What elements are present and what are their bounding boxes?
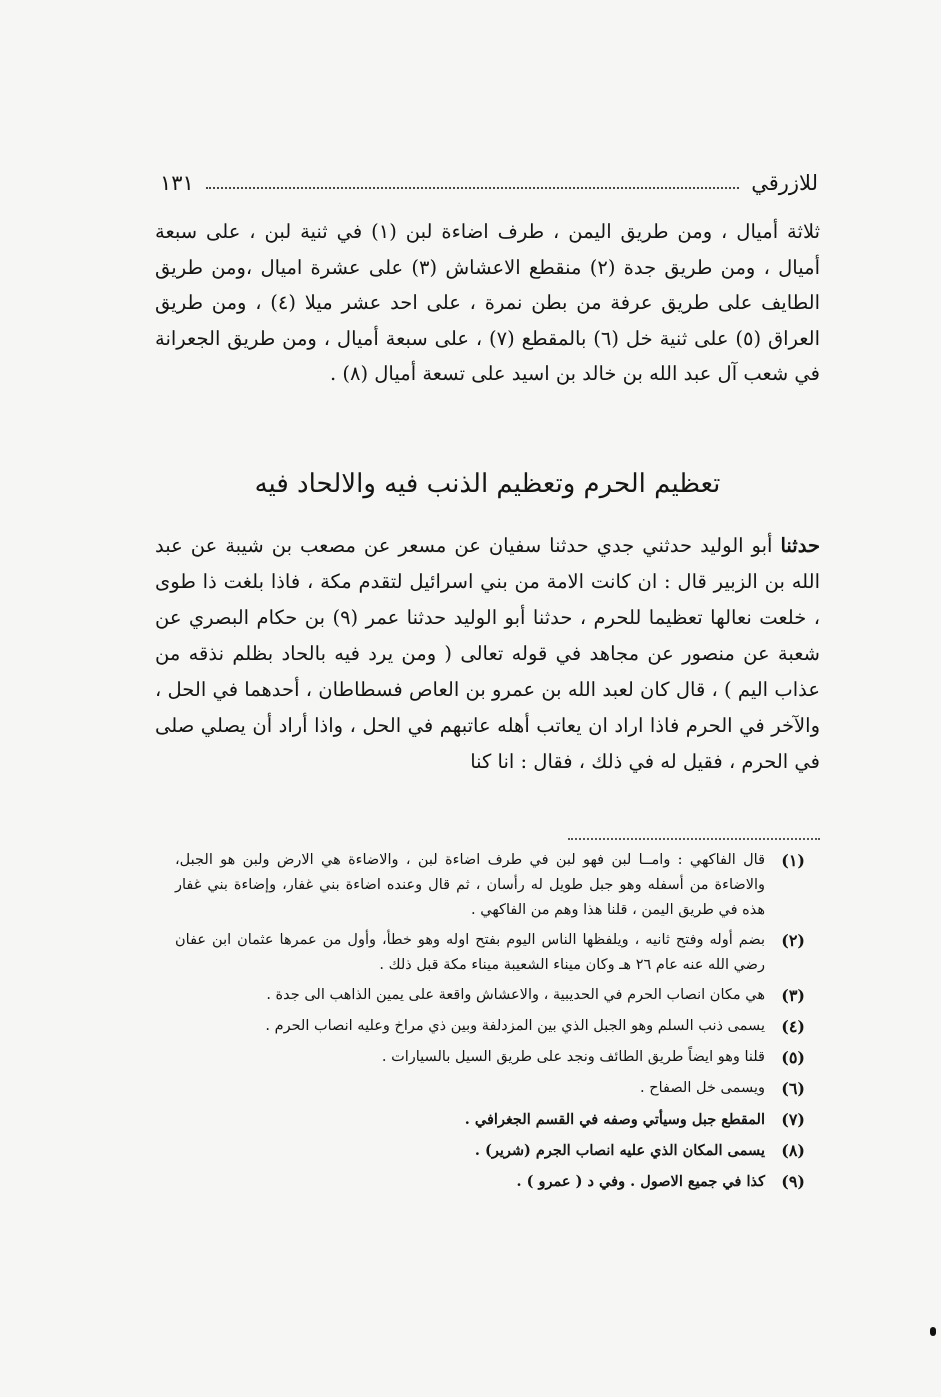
footnote bbox=[175, 1169, 805, 1194]
footnote-text: يسمى المكان الذي عليه انصاب الجرم (شرير) . bbox=[474, 1142, 765, 1159]
footnote bbox=[175, 983, 805, 1008]
footnote bbox=[175, 1014, 805, 1039]
footnote bbox=[175, 1076, 805, 1101]
running-head-title: للازرقي bbox=[751, 171, 818, 195]
footnote bbox=[175, 1107, 805, 1132]
paragraph-body-text: أبو الوليد حدثني جدي حدثنا سفيان عن مسعر عن مصعب بن شيبة عن عبد الله بن الزبير قال : ان كانت الامة من بني اسرائيل لتقدم مكة ، فاذا بلغت ذا طوى ، خلعت نعالها تعظيما للحرم ، حدثنا أبو الوليد حدثنا عمر (٩) بن حكام البصري عن شعبة عن منصور عن مجاهد في قوله تعالى ( ومن يرد فيه بالحاد بظلم نذقه من عذاب اليم ) ، قال كان لعبد الله بن عمرو بن العاص فسطاطان ، أحدهما في الحل ، والآخر في الحرم فاذا اراد ان يعاتب أهله عاتبهم في الحل ، واذا أراد أن يصلي صلى في الحرم ، فقيل له في ذلك ، فقال : انا كنا bbox=[155, 534, 820, 773]
footnote-text: المقطع جبل وسيأتي وصفه في القسم الجغرافي . bbox=[464, 1111, 765, 1128]
footnote-text: كذا في جميع الاصول . وفي د ( عمرو ) . bbox=[516, 1173, 765, 1190]
footnote bbox=[175, 1138, 805, 1163]
footnotes bbox=[175, 848, 805, 1200]
footnote-number: (٩) bbox=[781, 1172, 805, 1191]
footnote-number: (٧) bbox=[781, 1110, 805, 1129]
footnote bbox=[175, 1045, 805, 1070]
footnote-separator bbox=[568, 838, 820, 840]
running-head bbox=[160, 166, 818, 200]
footnote-text: قال الفاكهي : وامــا لبن فهو لبن في طرف اضاءة لبن ، والاضاءة هي الارض ولبن هو الجبل، والاضاءة من أسفله وهو جبل طويل له رأسان ، ثم قال وعنده اضاءة بني غفار، وإضاءة بني غفار هذه في طريق اليمن ، قلنا هذا وهم من الفاكهي . bbox=[175, 852, 765, 918]
footnote-number: (١) bbox=[781, 851, 805, 870]
page-number: ١٣١ bbox=[160, 171, 194, 195]
footnote-number: (٥) bbox=[781, 1048, 805, 1067]
paragraph-hadith bbox=[155, 528, 820, 780]
footnote-number: (٢) bbox=[781, 931, 805, 950]
footnote-text: هي مكان انصاب الحرم في الحديبية ، والاعشاش واقعة على يمين الذاهب الى جدة . bbox=[266, 987, 765, 1003]
footnote bbox=[175, 928, 805, 978]
paragraph-continuation: ثلاثة أميال ، ومن طريق اليمن ، طرف اضاءة لبن (١) في ثنية لبن ، على سبعة أميال ، ومن طريق جدة (٢) منقطع الاعشاش (٣) على عشرة اميال ،ومن طريق الطايف على طريق عرفة من بطن نمرة ، على احد عشر ميلا (٤) ، ومن طريق العراق (٥) على ثنية خل (٦) بالمقطع (٧) ، على سبعة أميال ، ومن طريق الجعرانة في شعب آل عبد الله بن خالد بن اسيد على تسعة أميال (٨) . bbox=[155, 220, 821, 385]
footnote bbox=[175, 848, 805, 923]
footnote-number: (٦) bbox=[781, 1079, 805, 1098]
running-head-dotted-rule bbox=[206, 187, 739, 189]
footnote-number: (٣) bbox=[781, 986, 805, 1005]
footnote-text: بضم أوله وفتح ثانيه ، ويلفظها الناس اليوم بفتح اوله وهو خطأ، وأول من عمرها عثمان ابن عفان رضي الله عنه عام ٢٦ هـ وكان ميناء الشعيبة ميناء مكة قبل ذلك . bbox=[175, 932, 765, 973]
footnote-text: ويسمى خل الصفاح . bbox=[640, 1080, 765, 1096]
margin-ink-mark bbox=[930, 1327, 936, 1336]
paragraph-lead-word: حدثنا bbox=[780, 534, 820, 557]
section-heading: تعظيم الحرم وتعظيم الذنب فيه والالحاد فيه bbox=[254, 469, 721, 499]
footnote-text: يسمى ذنب السلم وهو الجبل الذي بين المزدلفة وبين ذي مراخ وعليه انصاب الحرم . bbox=[265, 1018, 765, 1034]
footnote-number: (٨) bbox=[781, 1141, 805, 1160]
footnote-text: قلنا وهو ايضاً طريق الطائف ونجد على طريق السيل بالسيارات . bbox=[381, 1049, 765, 1065]
footnote-number: (٤) bbox=[781, 1017, 805, 1036]
